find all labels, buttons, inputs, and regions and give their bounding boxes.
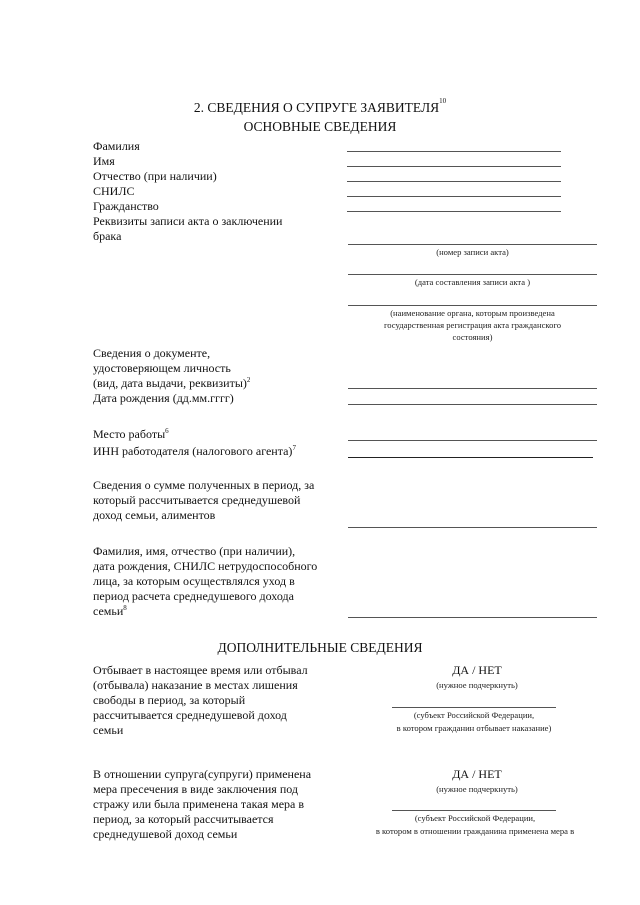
authority-caption-3: состояния) xyxy=(452,332,493,342)
alimony-field[interactable] xyxy=(348,527,597,528)
q1-label-5: семьи xyxy=(93,723,124,737)
footnote-ref: 2 xyxy=(246,376,251,384)
care-field[interactable] xyxy=(348,617,597,618)
q1-label-4: рассчитывается среднедушевой доход xyxy=(93,708,287,722)
care-label-3: лица, за которым осуществлялся уход в xyxy=(93,574,295,588)
q2-label-1: В отношении супруга(супруги) применена xyxy=(93,767,312,781)
employer-inn-field[interactable] xyxy=(348,457,593,458)
record-number-field[interactable] xyxy=(348,244,597,245)
q2-region-caption-2: в котором в отношении гражданина применена мера в xyxy=(375,826,575,836)
snils-label: СНИЛС xyxy=(93,184,135,198)
additional-title: ДОПОЛНИТЕЛЬНЫЕ СВЕДЕНИЯ xyxy=(217,640,423,655)
q2-yes-no-choice[interactable]: ДА / НЕТ xyxy=(452,767,502,781)
subsection-title: ОСНОВНЫЕ СВЕДЕНИЯ xyxy=(243,119,397,134)
authority-caption-1: (наименование органа, которым произведена xyxy=(390,308,555,318)
name-field[interactable] xyxy=(347,166,561,167)
q1-label-1: Отбывает в настоящее время или отбывал xyxy=(93,663,308,677)
birth-date-field[interactable] xyxy=(348,404,597,405)
id-document-label-3-text: (вид, дата выдачи, реквизиты) xyxy=(93,376,247,390)
record-date-field[interactable] xyxy=(348,274,597,275)
q2-underline-hint: (нужное подчеркнуть) xyxy=(436,784,518,794)
name-label: Имя xyxy=(93,154,115,168)
employer-inn-label xyxy=(93,444,296,459)
citizenship-field[interactable] xyxy=(347,211,561,212)
q2-label-2: мера пресечения в виде заключения под xyxy=(93,782,299,796)
snils-field[interactable] xyxy=(347,196,561,197)
marriage-record-label-2: брака xyxy=(93,229,122,243)
alimony-label-1: Сведения о сумме полученных в период, за xyxy=(93,478,315,492)
care-label-2: дата рождения, СНИЛС нетрудоспособного xyxy=(93,559,318,573)
workplace-field[interactable] xyxy=(348,440,597,441)
surname-label: Фамилия xyxy=(93,139,140,153)
q1-region-caption-1: (субъект Российской Федерации, xyxy=(413,710,535,720)
q1-underline-hint: (нужное подчеркнуть) xyxy=(436,680,518,690)
employer-inn-label-text: ИНН работодателя (налогового агента) xyxy=(93,444,293,458)
q2-label-3: стражу или была применена такая мера в xyxy=(93,797,305,811)
record-number-caption: (номер записи акта) xyxy=(436,247,509,257)
workplace-label-text: Место работы xyxy=(93,427,166,441)
id-document-label-2: удостоверяющем личность xyxy=(93,361,231,375)
footnote-ref: 7 xyxy=(292,444,296,452)
q1-region-caption-2: в котором гражданин отбывает наказание) xyxy=(396,723,552,733)
care-label-1: Фамилия, имя, отчество (при наличии), xyxy=(93,544,296,558)
care-label-5-text: семьи xyxy=(93,604,124,618)
care-label-5 xyxy=(93,604,127,619)
q1-yes-no-choice[interactable]: ДА / НЕТ xyxy=(452,663,502,677)
workplace-label xyxy=(93,427,169,442)
registration-authority-field[interactable] xyxy=(348,305,597,306)
id-document-field[interactable] xyxy=(348,388,597,389)
section-title xyxy=(0,97,640,116)
q1-region-field[interactable] xyxy=(392,707,556,708)
q1-label-2: (отбывала) наказание в местах лишения xyxy=(93,678,298,692)
q2-region-caption-1: (субъект Российской Федерации, xyxy=(414,813,536,823)
marriage-record-label: Реквизиты записи акта о заключении xyxy=(93,214,283,228)
section-title-text: 2. СВЕДЕНИЯ О СУПРУГЕ ЗАЯВИТЕЛЯ xyxy=(193,100,440,115)
alimony-label-3: доход семьи, алиментов xyxy=(93,508,216,522)
footnote-ref: 6 xyxy=(165,427,169,435)
footnote-ref: 8 xyxy=(123,604,127,612)
record-date-caption: (дата составления записи акта ) xyxy=(414,277,531,287)
alimony-label-2: который рассчитывается среднедушевой xyxy=(93,493,301,507)
footnote-ref: 10 xyxy=(439,97,447,105)
birth-date-label: Дата рождения (дд.мм.гггг) xyxy=(93,391,234,405)
q2-label-4: период, за который рассчитывается xyxy=(93,812,274,826)
q2-region-field[interactable] xyxy=(392,810,556,811)
q1-label-3: свободы в период, за который xyxy=(93,693,246,707)
q2-label-5: среднедушевой доход семьи xyxy=(93,827,238,841)
patronymic-field[interactable] xyxy=(347,181,561,182)
citizenship-label: Гражданство xyxy=(93,199,159,213)
id-document-label-3 xyxy=(93,376,250,391)
surname-field[interactable] xyxy=(347,151,561,152)
care-label-4: период расчета среднедушевого дохода xyxy=(93,589,294,603)
authority-caption-2: государственная регистрация акта гражданского xyxy=(383,320,562,330)
patronymic-label: Отчество (при наличии) xyxy=(93,169,217,183)
id-document-label-1: Сведения о документе, xyxy=(93,346,211,360)
